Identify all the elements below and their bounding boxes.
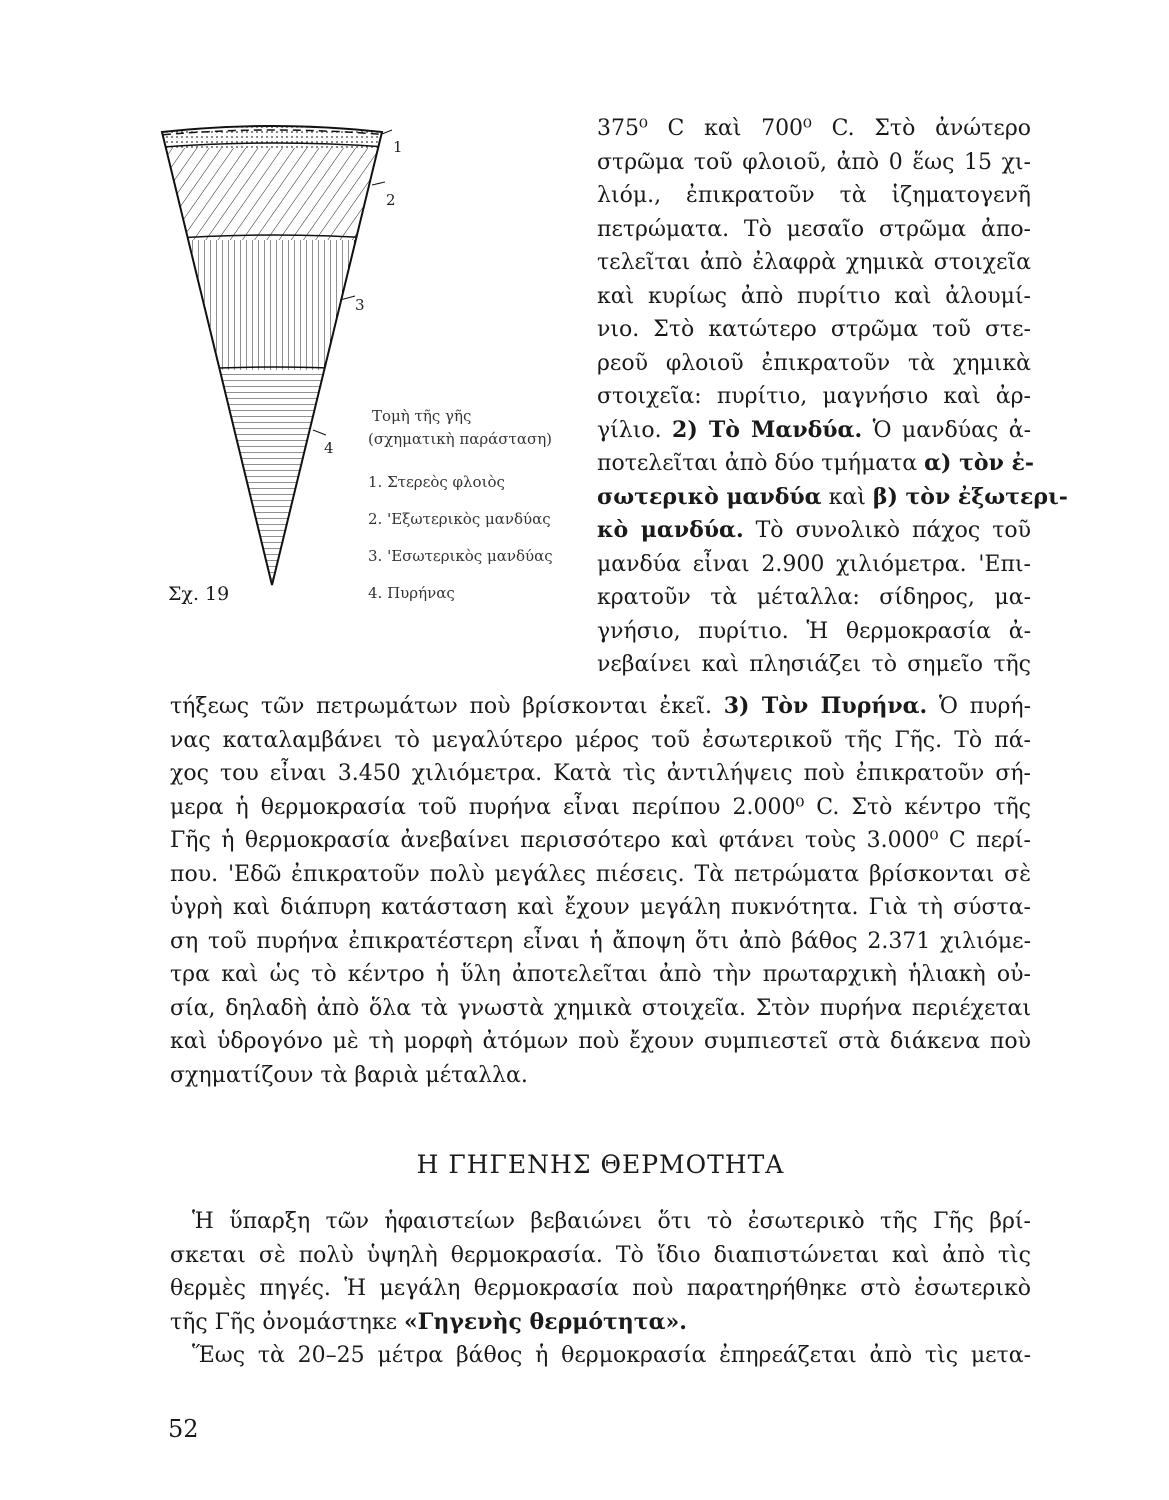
page-number: 52 [168, 1415, 199, 1443]
text-run: γίλιο. [597, 417, 673, 443]
text-line [597, 447, 1035, 481]
text-line: λιόμ., ἐπικρατοῦν τὰ ἱζηματογενῆ [597, 183, 1031, 208]
text-run: ποτελεῖται ἀπὸ δύο τμήματα [597, 451, 925, 476]
text-line: χος του εἶναι 3.450 χιλιόμετρα. Κατὰ τὶς ἀντιλήψεις ποὺ ἐπικρατοῦν σή- [170, 761, 1031, 786]
legend-item: 4. Πυρήνας [368, 584, 455, 602]
section-heading: Η ΓΗΓΕΝΗΣ ΘΕΡΜΟΤΗΤΑ [416, 1150, 785, 1179]
text-run: Τὸ συνολικὸ πάχος τοῦ [743, 518, 1031, 543]
section-paragraph [170, 1205, 1031, 1373]
figure-label: Σχ. 19 [168, 583, 230, 605]
text-line: πετρώματα. Τὸ μεσαῖο στρῶμα ἀπο- [597, 216, 1031, 242]
text-line [597, 414, 1031, 448]
text-run: Ὁ πυρή- [927, 694, 1031, 719]
text-line: σχηματίζουν τὰ βαριὰ μέταλλα. [170, 1062, 528, 1088]
legend-item: 3. 'Εσωτερικὸς μανδύας [368, 547, 553, 565]
bold-run: κὸ μανδύα. [597, 517, 744, 543]
bold-run: σωτερικὸ μανδύα [597, 483, 822, 510]
text-line [597, 481, 1068, 515]
bold-run: 3) Τὸν Πυρήνα. [723, 693, 928, 719]
text-line: κρατοῦν τὰ μέταλλα: σίδηρος, μα- [597, 585, 1031, 610]
bold-run: β) τὸν ἐξωτερι- [872, 483, 1068, 510]
text-line: στρῶμα τοῦ φλοιοῦ, ἀπὸ 0 ἕως 15 χι- [597, 149, 1031, 175]
text-line: στοιχεῖα: πυρίτιο, μαγνήσιο καὶ ἀρ- [597, 384, 1031, 409]
text-line: μερα ἡ θερμοκρασία τοῦ πυρήνα εἶναι περίπου 2.000⁰ C. Στὸ κέντρο τῆς [170, 794, 1031, 820]
text-line: σκεται σὲ πολὺ ὑψηλὴ θερμοκρασία. Τὸ ἴδιο διαπιστώνεται καὶ ἀπὸ τὶς [170, 1242, 1031, 1268]
caption-subtitle: (σχηματικὴ παράσταση) [368, 430, 553, 448]
text-line: θερμὲς πηγές. Ἡ μεγάλη θερμοκρασία ποὺ παρατηρήθηκε στὸ ἐσωτερικὸ [170, 1276, 1031, 1301]
text-line: που. 'Εδῶ ἐπικρατοῦν πολὺ μεγάλες πιέσεις. Τὰ πετρώματα βρίσκονται σὲ [170, 861, 1031, 887]
text-line: μανδύα εἶναι 2.900 χιλιόμετρα. 'Επι- [597, 551, 1031, 577]
text-line: καὶ κυρίως ἀπὸ πυρίτιο καὶ ἀλουμί- [597, 283, 1031, 309]
text-run: τῆς Γῆς ὀνομάστηκε [170, 1309, 404, 1335]
text-line: καὶ ὑδρογόνο μὲ τὴ μορφὴ ἀτόμων ποὺ ἔχουν συμπιεστεῖ στὰ διάκενα ποὺ [170, 1029, 1031, 1054]
text-line [170, 1306, 1031, 1340]
figure-caption [368, 405, 553, 605]
text-line: 375⁰ C καὶ 700⁰ C. Στὸ ἀνώτερο [597, 116, 1031, 141]
text-line: Ἡ ὕπαρξη τῶν ἡφαιστείων βεβαιώνει ὅτι τὸ ἐσωτερικὸ τῆς Γῆς βρί- [192, 1209, 1031, 1234]
text-line: ρεοῦ φλοιοῦ ἐπικρατοῦν τὰ χημικὰ [597, 350, 1031, 376]
text-line: νας καταλαμβάνει τὸ μεγαλύτερο μέρος τοῦ ἐσωτερικοῦ τῆς Γῆς. Τὸ πά- [170, 727, 1031, 753]
text-line: νεβαίνει καὶ πλησιάζει τὸ σημεῖο τῆς [597, 652, 1031, 677]
text-line: νιο. Στὸ κατώτερο στρῶμα τοῦ στε- [597, 317, 1031, 342]
bold-run: «Γηγενὴς θερμότητα». [403, 1308, 687, 1335]
figure-number-1: 1 [393, 138, 403, 156]
text-line: τρα καὶ ὡς τὸ κέντρο ἡ ὕλη ἀποτελεῖται ἀπὸ τὴν πρωταρχικὴ ἡλιακὴ οὐ- [170, 962, 1031, 987]
figure-number-4: 4 [324, 439, 334, 457]
text-column [597, 112, 1068, 682]
text-line [170, 690, 1031, 724]
caption-title: Τομὴ τῆς γῆς [372, 407, 472, 425]
text-full-width [170, 690, 1031, 1092]
figure-number-2: 2 [386, 191, 396, 209]
text-line: ὑγρὴ καὶ διάπυρη κατάσταση καὶ ἔχουν μεγάλη πυκνότητα. Γιὰ τὴ σύστα- [170, 895, 1031, 920]
text-line: σία, δηλαδὴ ἀπὸ ὅλα τὰ γνωστὰ χημικὰ στοιχεῖα. Στὸν πυρήνα περιέχεται [170, 995, 1031, 1021]
bold-run: α) τὸν ἐ- [924, 450, 1035, 476]
text-line: τελεῖται ἀπὸ ἐλαφρὰ χημικὰ στοιχεῖα [597, 250, 1031, 275]
text-run: τήξεως τῶν πετρωμάτων ποὺ βρίσκονται ἐκεῖ. [170, 694, 724, 719]
text-line: ση τοῦ πυρήνα ἐπικρατέστερη εἶναι ἡ ἄποψη ὅτι ἀπὸ βάθος 2.371 χιλιόμε- [170, 928, 1031, 954]
figure-number-3: 3 [355, 296, 365, 314]
text-line: Ἕως τὰ 20–25 μέτρα βάθος ἡ θερμοκρασία ἐπηρεάζεται ἀπὸ τὶς μετα- [192, 1343, 1031, 1368]
bold-run: 2) Τὸ Μανδύα. [672, 416, 863, 443]
text-line: Γῆς ἡ θερμοκρασία ἀνεβαίνει περισσότερο καὶ φτάνει τοὺς 3.000⁰ C περί- [170, 828, 1031, 853]
text-line [597, 514, 1031, 548]
text-line: γνήσιο, πυρίτιο. Ἡ θερμοκρασία ἀ- [597, 618, 1031, 644]
legend-item: 2. 'Εξωτερικὸς μανδύας [368, 510, 551, 528]
text-run: Ὁ μανδύας ἀ- [862, 417, 1032, 443]
legend-item: 1. Στερεὸς φλοιὸς [368, 473, 505, 491]
text-run: καὶ [821, 484, 873, 510]
